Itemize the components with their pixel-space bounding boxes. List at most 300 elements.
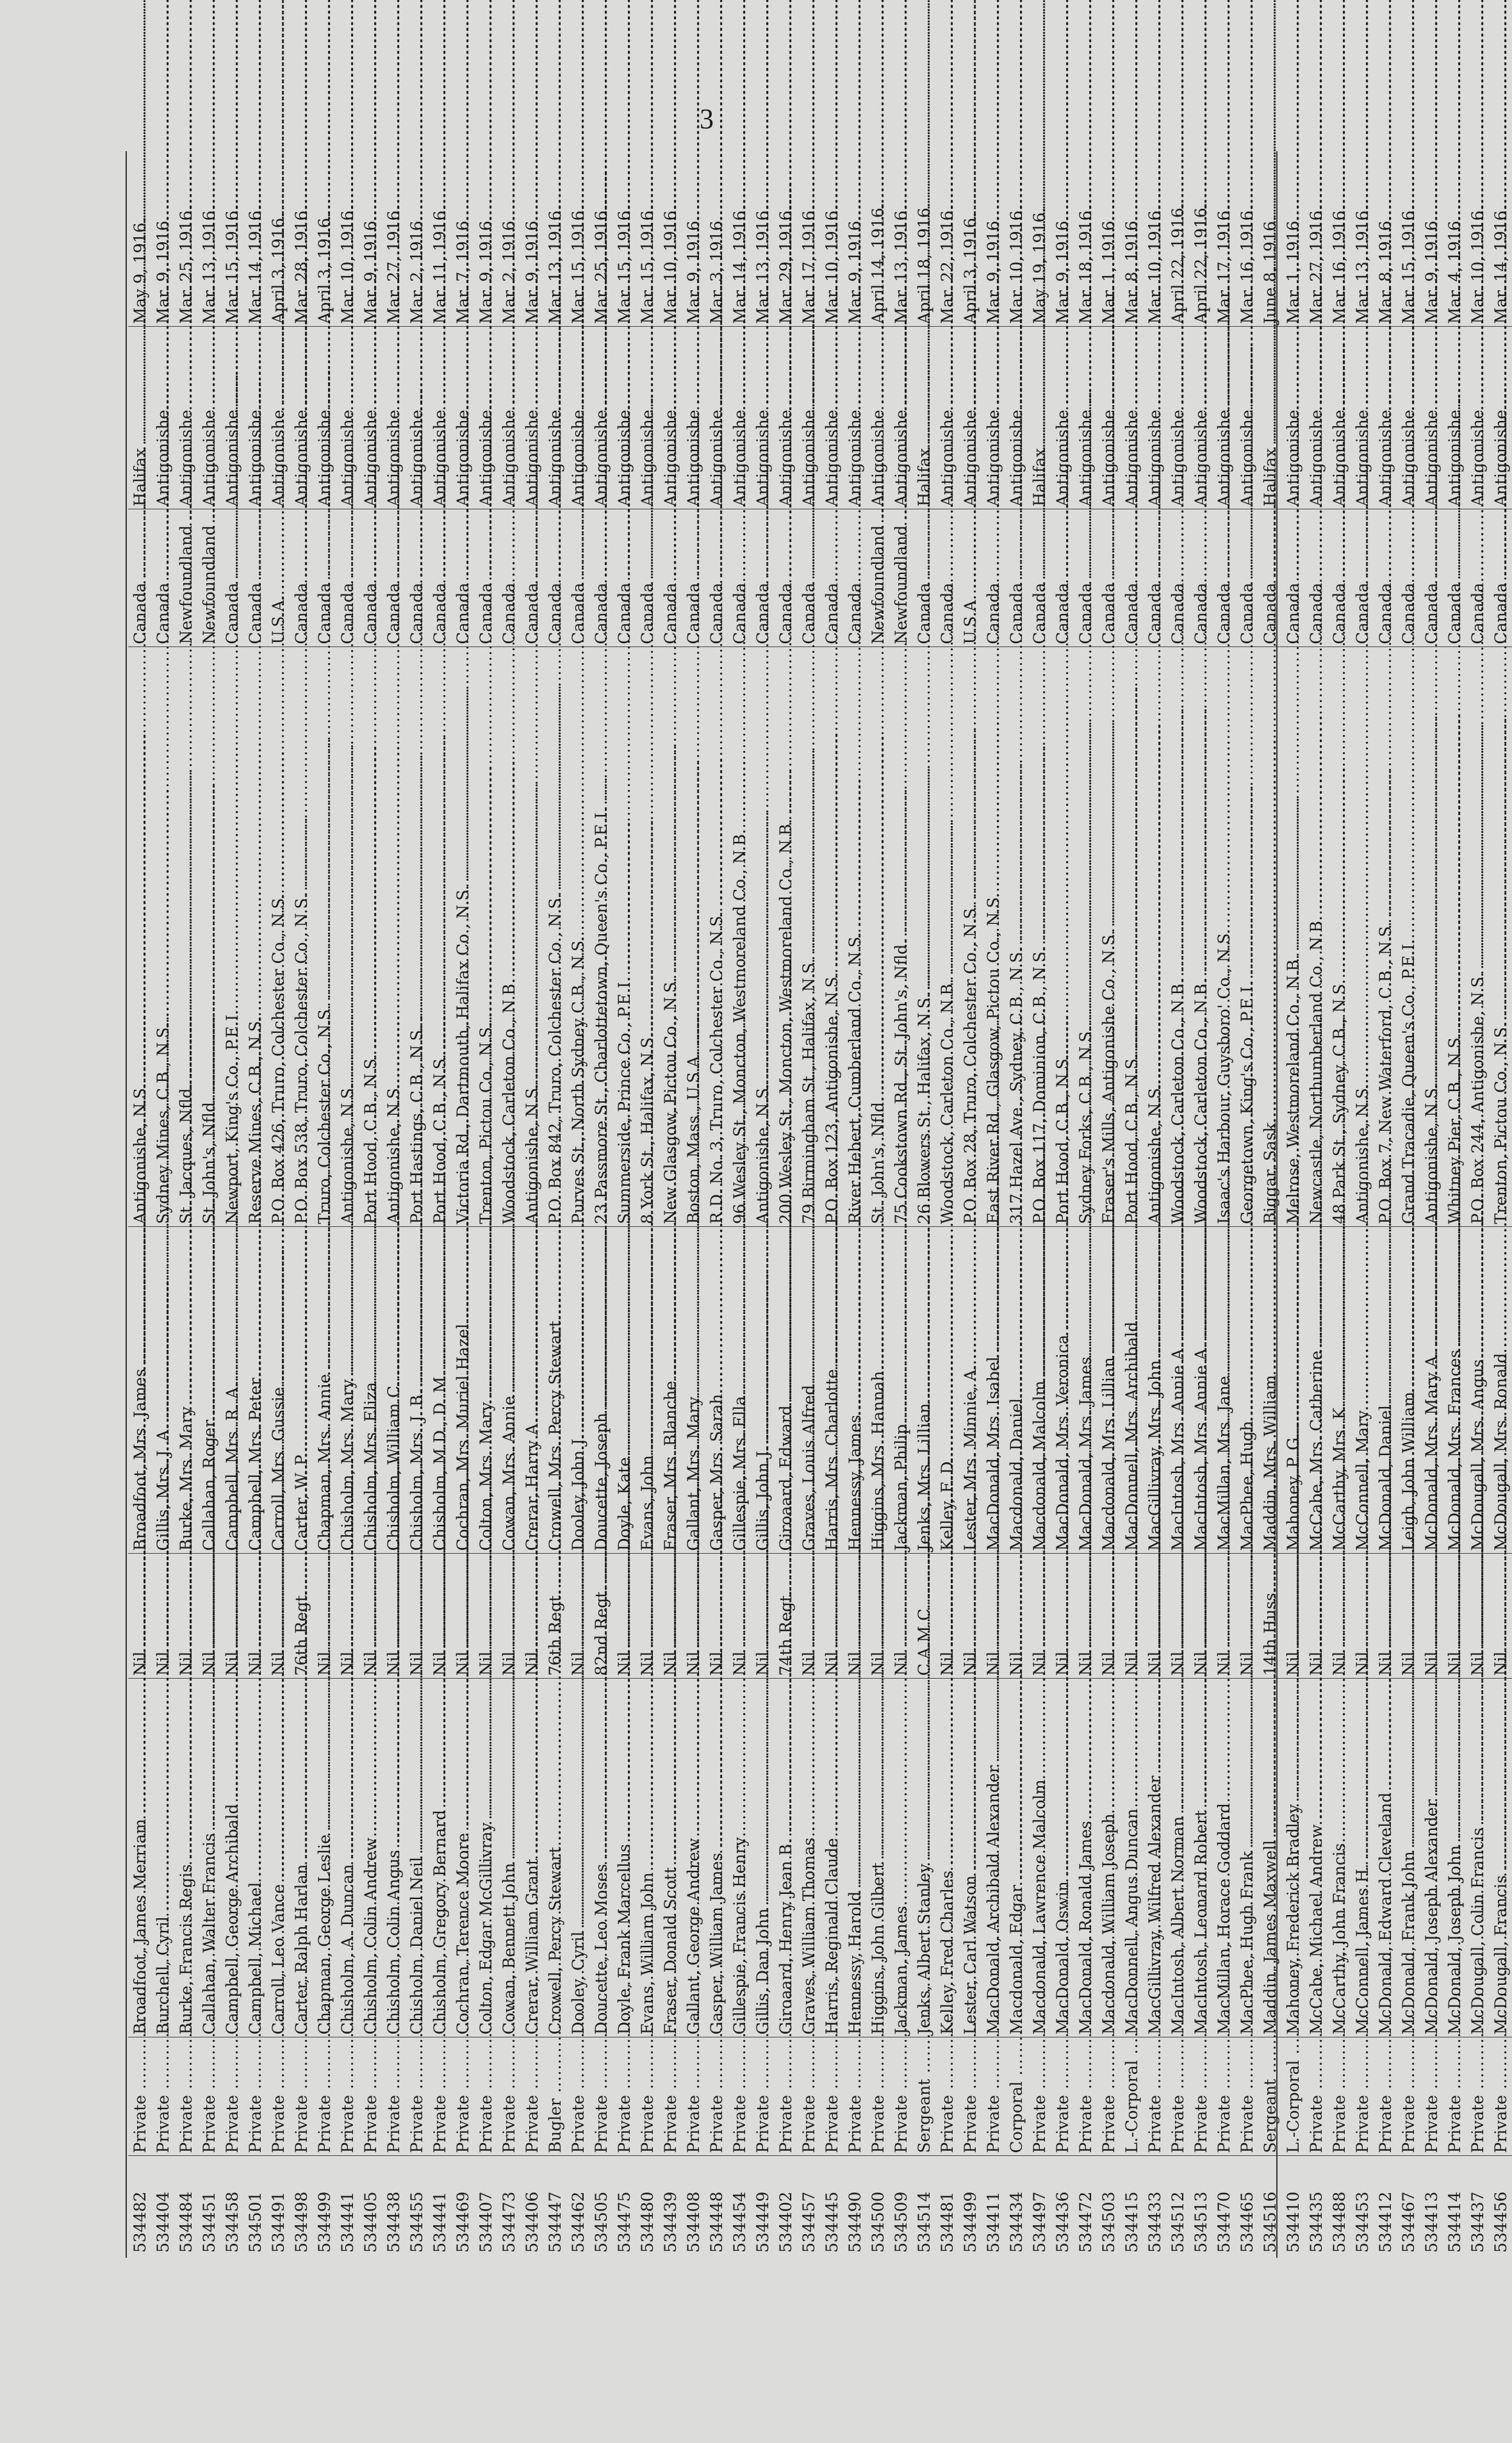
place-of-enlistment: Antigonishe ..... [707, 0, 726, 507]
regimental-number: 534470 [1214, 2191, 1233, 2253]
country-of-birth-cell [751, 509, 774, 647]
place-of-enlistment-cell [566, 327, 589, 509]
rank: Private ..... [984, 1459, 1003, 2153]
next-of-kin-address-cell [912, 647, 935, 1227]
date-of-enlistment: Mar. 27, 1916. [384, 205, 403, 324]
next-of-kin-address-cell [313, 647, 336, 1227]
next-of-kin: MacDonnell, Mrs. Archibald ..... [1122, 686, 1141, 1551]
regimental-number-cell [636, 2156, 659, 2255]
former-corps: Nil ..... [246, 1016, 265, 1676]
soldier-name-cell [1258, 1679, 1281, 2037]
country-of-birth: Canada ..... [1468, 0, 1487, 645]
next-of-kin: Carter, W. P. ..... [292, 817, 311, 1551]
place-of-enlistment-cell [843, 327, 866, 509]
next-of-kin-address-cell [290, 647, 313, 1227]
country-of-birth: U.S.A. ..... [961, 0, 980, 645]
next-of-kin-cell [267, 1227, 290, 1554]
regimental-number-cell [958, 2156, 982, 2255]
soldier-name-cell [267, 1679, 290, 2037]
rank: Corporal ..... [1007, 1445, 1026, 2153]
table-row [451, 154, 474, 2255]
rank-cell [1397, 2037, 1420, 2156]
rank-cell [1420, 2037, 1443, 2156]
regimental-number-cell [267, 2156, 290, 2255]
soldier-name-cell [866, 1679, 889, 2037]
next-of-kin-address-cell [728, 647, 751, 1227]
former-corps: Nil ..... [638, 1016, 657, 1676]
date-of-enlistment: Mar. 25, 1916. [591, 205, 611, 324]
next-of-kin: Jenks, Mrs. Lillian ..... [915, 767, 933, 1551]
regimental-number-cell [1420, 2156, 1443, 2255]
date-of-enlistment: Mar. 9, 1916. [983, 215, 1003, 324]
table-row [1304, 154, 1327, 2255]
table-row [1120, 154, 1143, 2255]
former-corps-cell [1166, 1554, 1189, 1679]
table-row [1028, 154, 1051, 2255]
table-row [428, 154, 451, 2255]
former-corps-cell [1489, 1554, 1512, 1679]
regimental-number: 534408 [684, 2191, 703, 2253]
place-of-enlistment: Antigonishe ..... [361, 0, 380, 507]
place-of-enlistment-cell [1374, 327, 1397, 509]
soldier-name-cell [1212, 1679, 1235, 2037]
rank-cell [1489, 2037, 1512, 2156]
regimental-number-cell [497, 2156, 520, 2255]
former-corps-cell [543, 1554, 566, 1679]
rank-cell [197, 2037, 220, 2156]
next-of-kin-cell [912, 1227, 935, 1554]
regimental-number-cell [197, 2156, 220, 2255]
rank: Private ..... [1330, 1459, 1349, 2153]
country-of-birth: Canada ..... [846, 0, 864, 645]
regimental-number-cell [612, 2156, 636, 2255]
place-of-enlistment-cell [612, 327, 636, 509]
next-of-kin-address-cell [866, 647, 889, 1227]
date-of-enlistment: Mar. 29, 1916. [776, 205, 795, 324]
next-of-kin-address-cell [1051, 647, 1074, 1227]
former-corps: Nil ..... [707, 1016, 726, 1676]
rank: Private ..... [823, 1459, 841, 2153]
former-corps-cell [1120, 1554, 1143, 1679]
place-of-enlistment-cell [1074, 327, 1097, 509]
next-of-kin: Chisholm, Mrs. Eliza ..... [361, 746, 380, 1551]
rank-cell [405, 2037, 428, 2156]
place-of-enlistment-cell [1143, 327, 1166, 509]
rank-cell [889, 2037, 912, 2156]
soldier-name-cell [774, 1679, 797, 2037]
table-row [566, 154, 589, 2255]
next-of-kin-address-cell [474, 647, 497, 1227]
next-of-kin-address-cell [982, 647, 1005, 1227]
former-corps-cell [1143, 1554, 1166, 1679]
place-of-enlistment: Antigonishe ..... [1146, 0, 1164, 507]
next-of-kin: Doyle, Kate ..... [615, 821, 634, 1551]
place-of-enlistment: Halifax ..... [131, 0, 149, 507]
soldier-name: Chisholm, Gregory Bernard ..... [431, 1174, 449, 2035]
regimental-number-cell [797, 2156, 820, 2255]
next-of-kin: Chapman, Mrs. Annie ..... [315, 737, 334, 1551]
next-of-kin-address-cell [1258, 647, 1281, 1227]
former-corps: Nil ..... [1422, 1016, 1441, 1676]
place-of-enlistment: Antigonishe ..... [823, 0, 841, 507]
former-corps-cell [359, 1554, 382, 1679]
former-corps: C.A.M.C. ..... [915, 967, 933, 1675]
soldier-name: Gallant, George Andrew ..... [684, 1202, 703, 2035]
soldier-name: Maddin, James Maxwell ..... [1261, 1204, 1279, 2035]
place-of-enlistment: Antigonishe ..... [246, 0, 265, 507]
rank-cell [1143, 2037, 1166, 2156]
country-of-birth: Canada ..... [1284, 0, 1302, 645]
place-of-enlistment: Antigonishe ..... [292, 0, 311, 507]
soldier-name-cell [451, 1679, 474, 2037]
country-of-birth-cell [1443, 509, 1466, 647]
regimental-number: 534491 [268, 2191, 288, 2253]
rank: L.-Corporal ..... [1122, 1424, 1141, 2153]
next-of-kin-cell [1051, 1227, 1074, 1554]
regimental-number: 534456 [1491, 2191, 1510, 2253]
former-corps: Nil ..... [1307, 1016, 1326, 1676]
soldier-name: McConnell, James H. ..... [1353, 1228, 1372, 2035]
soldier-name: Chisholm, A. Duncan ..... [338, 1228, 357, 2034]
soldier-name: McCabe, Michael Andrew ..... [1307, 1188, 1326, 2034]
country-of-birth: Canada ..... [915, 0, 933, 645]
rank: Private ..... [1399, 1459, 1418, 2153]
table-row [474, 154, 497, 2255]
soldier-name: Lester, Carl Watson ..... [961, 1239, 980, 2035]
next-of-kin-cell [1189, 1227, 1212, 1554]
rank-cell [497, 2037, 520, 2156]
regimental-number-cell [1489, 2156, 1512, 2255]
place-of-enlistment-cell [543, 327, 566, 509]
rank: Private ..... [477, 1459, 495, 2153]
next-of-kin-address-cell [1120, 647, 1143, 1227]
next-of-kin-address: Trenton, Pictou Co., N.S. ..... [477, 386, 495, 1224]
country-of-birth: Canada ..... [1053, 0, 1072, 645]
next-of-kin-address: Biggar, Sask. ..... [1261, 481, 1279, 1224]
country-of-birth: Canada ..... [1192, 0, 1210, 645]
regimental-number: 534415 [1122, 2191, 1141, 2253]
former-corps-cell [912, 1554, 935, 1679]
rank: Private ..... [338, 1459, 357, 2153]
soldier-name-cell [958, 1679, 982, 2037]
regimental-number: 534503 [1099, 2191, 1118, 2253]
next-of-kin-cell [220, 1227, 243, 1554]
former-corps-cell [243, 1554, 267, 1679]
date-of-enlistment: Mar. 16, 1916. [1237, 205, 1256, 324]
rank: Private ..... [1146, 1459, 1164, 2153]
former-corps: Nil ..... [1030, 1016, 1049, 1676]
table-row [982, 154, 1005, 2255]
former-corps-cell [774, 1554, 797, 1679]
next-of-kin-address: Isaac's Harbour, Guysboro' Co., N.S. ..... [1215, 292, 1233, 1224]
next-of-kin: Giroaard, Edward ..... [777, 769, 795, 1551]
former-corps: Nil ..... [1192, 1016, 1210, 1676]
next-of-kin-address: Antigonishe, N.S. ..... [1353, 447, 1372, 1224]
place-of-enlistment: Antigonishe ..... [431, 0, 449, 507]
next-of-kin: MacDonald, Mrs. Isabel ..... [984, 720, 1003, 1551]
next-of-kin-address: P.O. Box 123, Antigonishe, N.S. ..... [823, 336, 841, 1224]
place-of-enlistment-cell [1120, 327, 1143, 509]
former-corps-cell [405, 1554, 428, 1679]
next-of-kin-address: Truro, Colchester Co., N.S. ..... [315, 368, 334, 1224]
place-of-enlistment-cell [797, 327, 820, 509]
regimental-number-cell [336, 2156, 359, 2255]
former-corps: Nil ..... [984, 1016, 1003, 1676]
place-of-enlistment-cell [1489, 327, 1512, 509]
table-row [843, 154, 866, 2255]
regimental-number: 534437 [1468, 2191, 1487, 2253]
rank-cell [912, 2037, 935, 2156]
former-corps-cell [1443, 1554, 1466, 1679]
table-row [1166, 154, 1189, 2255]
former-corps-cell [1374, 1554, 1397, 1679]
next-of-kin-address: Victoria Rd., Dartmouth, Halifax Co., N.S. ..... [454, 249, 472, 1224]
soldier-name-cell [1189, 1679, 1212, 2037]
former-corps: 74th Regt. ..... [777, 954, 795, 1676]
date-of-enlistment: Mar. 15, 1916. [1399, 205, 1418, 324]
place-of-enlistment: Antigonishe ..... [684, 0, 703, 507]
nominal-roll-body [128, 154, 1512, 2255]
rank-cell [1166, 2037, 1189, 2156]
next-of-kin-address: P.O. Box 426, Truro, Colchester Co., N.S. ..... [269, 257, 288, 1224]
country-of-birth-cell [313, 509, 336, 647]
next-of-kin-address: 26 Blowers St., Halifax, N.S. ..... [915, 357, 933, 1224]
next-of-kin-cell [797, 1227, 820, 1554]
next-of-kin-address: Sydney Mines, C.B., N.S. ..... [154, 386, 172, 1224]
rank-cell [774, 2037, 797, 2156]
next-of-kin: Cochran, Mrs. Muriel Hazel ..... [454, 687, 472, 1551]
soldier-name-cell [1028, 1679, 1051, 2037]
next-of-kin-cell [1443, 1227, 1466, 1554]
table-row [1489, 154, 1512, 2255]
soldier-name: McDonald, Edward Cleveland ..... [1376, 1156, 1395, 2035]
table-row [497, 154, 520, 2255]
date-of-enlistment: Mar. 17, 1916. [799, 205, 818, 324]
regimental-number-cell [1351, 2156, 1374, 2255]
place-of-enlistment-cell [267, 327, 290, 509]
country-of-birth-cell [405, 509, 428, 647]
country-of-birth-cell [1420, 509, 1443, 647]
country-of-birth: Canada ..... [684, 0, 703, 645]
rank: Private ..... [938, 1459, 957, 2153]
date-of-enlistment: Mar. 9, 1916. [684, 215, 703, 324]
rank: Private ..... [131, 1459, 149, 2153]
place-of-enlistment: Antigonishe ..... [269, 0, 288, 507]
soldier-name-cell [912, 1679, 935, 2037]
former-corps: Nil ..... [1491, 1016, 1510, 1676]
table-row [751, 154, 774, 2255]
next-of-kin: McDougall, Mrs. Angus ..... [1468, 723, 1487, 1551]
next-of-kin-cell [359, 1227, 382, 1554]
former-corps: Nil ..... [892, 1016, 910, 1676]
next-of-kin: MacDonald, Mrs. James ..... [1076, 720, 1095, 1551]
next-of-kin-address-cell [820, 647, 843, 1227]
regimental-number-cell [1166, 2156, 1189, 2255]
next-of-kin-address-cell [1351, 647, 1374, 1227]
date-of-enlistment: Mar. 13, 1916. [1352, 205, 1372, 324]
table-row [958, 154, 982, 2255]
next-of-kin-address-cell [1005, 647, 1028, 1227]
country-of-birth: Canada ..... [431, 0, 449, 645]
place-of-enlistment: Antigonishe ..... [477, 0, 495, 507]
soldier-name: Campbell, Michael ..... [246, 1246, 265, 2035]
next-of-kin-address: St. John's, Nfld. ..... [200, 461, 218, 1224]
country-of-birth: Canada ..... [800, 0, 818, 645]
country-of-birth: Newfoundland ..... [177, 0, 195, 645]
place-of-enlistment-cell [1466, 327, 1489, 509]
table-row [1351, 154, 1374, 2255]
soldier-name-cell [589, 1679, 612, 2037]
next-of-kin-cell [1028, 1227, 1051, 1554]
next-of-kin: MacMillan, Mrs. Jane ..... [1215, 739, 1233, 1551]
next-of-kin: Colton, Mrs. Mary ..... [477, 766, 495, 1551]
place-of-enlistment: Halifax ..... [1261, 0, 1279, 507]
country-of-birth-cell [797, 509, 820, 647]
date-of-enlistment: June 8, 1916. [1260, 216, 1279, 324]
rank: Private ..... [1053, 1459, 1072, 2153]
next-of-kin: Gallant, Mrs. Mary ..... [684, 761, 703, 1551]
rank-cell [728, 2037, 751, 2156]
country-of-birth-cell [359, 509, 382, 647]
place-of-enlistment-cell [474, 327, 497, 509]
country-of-birth-cell [1051, 509, 1074, 647]
former-corps-cell [151, 1554, 174, 1679]
soldier-name: Macdonald, Edgar ..... [1007, 1249, 1026, 2035]
regimental-number-cell [935, 2156, 958, 2255]
country-of-birth: Canada ..... [1261, 0, 1279, 645]
country-of-birth: Canada ..... [315, 0, 334, 645]
soldier-name-cell [1097, 1679, 1120, 2037]
rank-cell [1028, 2037, 1051, 2156]
next-of-kin-cell [428, 1227, 451, 1554]
next-of-kin-address: Port Hastings, C.B., N.S. ..... [407, 389, 426, 1224]
date-of-enlistment: May 19, 1916. [1030, 207, 1049, 324]
next-of-kin-address-cell [636, 647, 659, 1227]
regimental-number: 534436 [1053, 2191, 1072, 2253]
next-of-kin-address: Reserve Mines, C.B., N.S. ..... [246, 380, 265, 1224]
date-of-enlistment: April 3, 1916. [315, 213, 334, 324]
next-of-kin-cell [636, 1227, 659, 1554]
soldier-name: McDougall, Francis ..... [1491, 1239, 1510, 2035]
next-of-kin: Burke, Mrs. Mary ..... [177, 770, 195, 1551]
next-of-kin-address: Sydney Forks, C.B., N.S. ..... [1076, 391, 1095, 1224]
rank: Private ..... [154, 1459, 172, 2153]
regimental-number-cell [151, 2156, 174, 2255]
next-of-kin-address-cell [958, 647, 982, 1227]
place-of-enlistment: Antigonishe ..... [223, 0, 242, 507]
former-corps: Nil ..... [569, 1016, 588, 1676]
rank-cell [612, 2037, 636, 2156]
former-corps: 76th Regt. ..... [292, 954, 311, 1676]
soldier-name: Chisholm, Colin Andrew ..... [361, 1201, 380, 2034]
country-of-birth: Canada ..... [753, 0, 772, 645]
date-of-enlistment: Mar. 27, 1916. [1306, 205, 1326, 324]
table-row [659, 154, 682, 2255]
former-corps-cell [1258, 1554, 1281, 1679]
next-of-kin: McDonald, Mrs. Mary A. ..... [1422, 714, 1441, 1551]
country-of-birth: Canada ..... [707, 0, 726, 645]
place-of-enlistment-cell [428, 327, 451, 509]
place-of-enlistment-cell [659, 327, 682, 509]
regimental-number-cell [1189, 2156, 1212, 2255]
country-of-birth-cell [1351, 509, 1374, 647]
former-corps: Nil ..... [131, 1016, 149, 1676]
next-of-kin-address-cell [267, 647, 290, 1227]
country-of-birth: Canada ..... [1399, 0, 1418, 645]
place-of-enlistment: Antigonishe ..... [1491, 0, 1510, 507]
date-of-enlistment: Mar. 10, 1916. [661, 205, 680, 324]
regimental-number: 534458 [222, 2191, 242, 2253]
rank: Private ..... [1099, 1459, 1118, 2153]
former-corps: Nil ..... [384, 1016, 403, 1676]
former-corps: Nil ..... [407, 1016, 426, 1676]
rank-cell [797, 2037, 820, 2156]
next-of-kin-cell [290, 1227, 313, 1554]
rank-cell [243, 2037, 267, 2156]
rank: Sergeant ..... [1261, 1443, 1279, 2153]
next-of-kin: Campbell, Mrs. Peter ..... [246, 741, 265, 1551]
place-of-enlistment: Antigonishe ..... [200, 0, 218, 507]
place-of-enlistment-cell [820, 327, 843, 509]
regimental-number: 534457 [799, 2191, 818, 2253]
place-of-enlistment: Antigonishe ..... [1076, 0, 1095, 507]
soldier-name: Gasper, William James ..... [707, 1217, 726, 2035]
next-of-kin: Gillespie, Mrs. Ella ..... [730, 760, 749, 1551]
next-of-kin-address-cell [935, 647, 958, 1227]
place-of-enlistment: Antigonishe ..... [938, 0, 957, 507]
next-of-kin-cell [1235, 1227, 1258, 1554]
next-of-kin-cell [1166, 1227, 1189, 1554]
soldier-name-cell [128, 1679, 151, 2037]
next-of-kin-address: River Hebert, Cumberland Co., N.S. ..... [846, 296, 864, 1224]
soldier-name-cell [566, 1679, 589, 2037]
rank: Private ..... [1376, 1459, 1395, 2153]
country-of-birth: Canada ..... [1076, 0, 1095, 645]
soldier-name-cell [405, 1679, 428, 2037]
place-of-enlistment: Antigonishe ..... [753, 0, 772, 507]
country-of-birth: Canada ..... [938, 0, 957, 645]
rank: Private ..... [1491, 1459, 1510, 2153]
soldier-name: MacPhee, Hugh Frank ..... [1238, 1215, 1256, 2034]
rank-cell [451, 2037, 474, 2156]
rank: Private ..... [1353, 1459, 1372, 2153]
next-of-kin-cell [497, 1227, 520, 1554]
former-corps-cell [1097, 1554, 1120, 1679]
rank-cell [1327, 2037, 1351, 2156]
next-of-kin-address: Summerside, Prince Co., P.E.I. ..... [615, 341, 634, 1224]
table-row [359, 154, 382, 2255]
next-of-kin-address-cell [1397, 647, 1420, 1227]
next-of-kin: Chisholm, William C. ..... [384, 745, 403, 1551]
rank-cell [382, 2037, 405, 2156]
next-of-kin: MacIntosh, Mrs. Annie A. ..... [1169, 707, 1187, 1551]
date-of-enlistment: Mar. 9, 1916. [1053, 215, 1072, 324]
rank: Private ..... [1030, 1459, 1049, 2153]
country-of-birth-cell [128, 509, 151, 647]
date-of-enlistment: Mar. 14, 1916. [245, 205, 265, 324]
country-of-birth-cell [1028, 509, 1051, 647]
soldier-name: MacDonald, Oswin ..... [1053, 1245, 1072, 2034]
place-of-enlistment-cell [1051, 327, 1074, 509]
soldier-name-cell [497, 1679, 520, 2037]
country-of-birth: Canada ..... [407, 0, 426, 645]
place-of-enlistment: Antigonishe ..... [1399, 0, 1418, 507]
rank-cell [1374, 2037, 1397, 2156]
place-of-enlistment-cell [682, 327, 705, 509]
regimental-number-cell [405, 2156, 428, 2255]
date-of-enlistment: Mar. 14, 1916. [1491, 205, 1510, 324]
soldier-name: Higgins, John Gilbert ..... [869, 1226, 887, 2035]
